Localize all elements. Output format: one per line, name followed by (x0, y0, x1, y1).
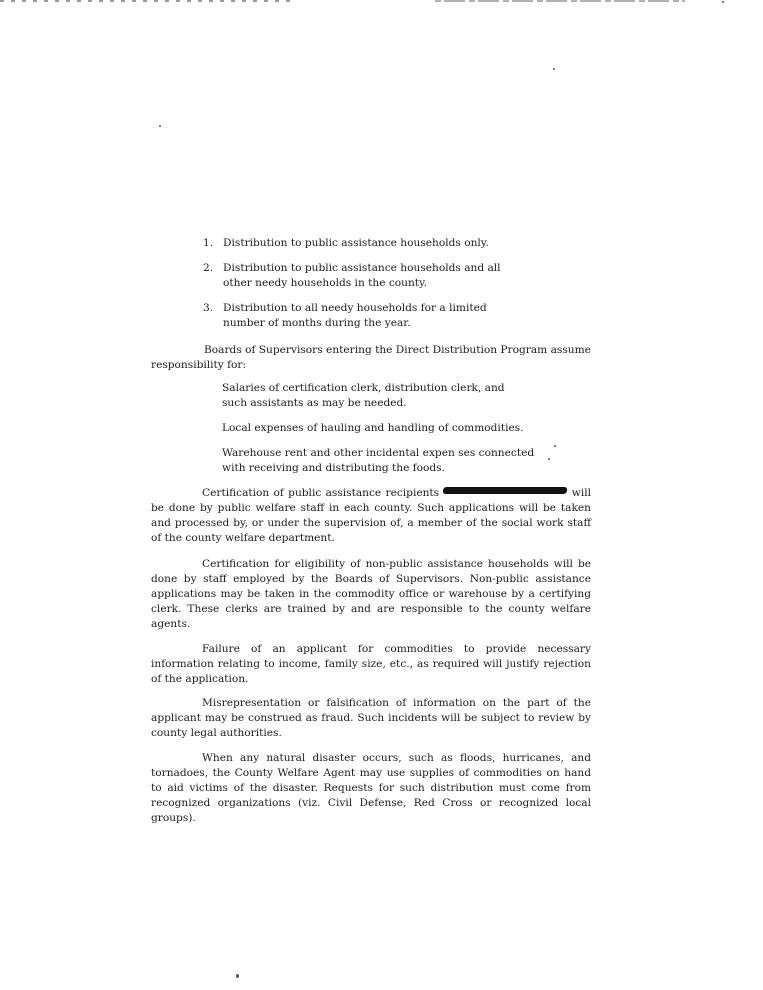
list-item (203, 261, 603, 291)
paragraph-rest: will be done by public welfare staff in each county. Such applications will be taken and processed by, or under the supervision of, a member of the social work staff of the county welfare department. (151, 487, 592, 544)
scan-speck (554, 445, 556, 447)
list-item-number: 2. (203, 262, 214, 274)
certification-public-assistance-paragraph (151, 486, 591, 546)
scan-speck (236, 974, 239, 978)
list-item (203, 236, 603, 251)
redaction-mark (443, 487, 568, 494)
failure-paragraph: Failure of an applicant for commodities to provide necessary information relating to income, family size, etc., as required will justify rejection of the application. (151, 643, 591, 685)
scan-speck (722, 1, 724, 3)
scan-edge-artifact (0, 0, 290, 2)
list-item: Salaries of certification clerk, distribution clerk, and such assistants as may be needed. (222, 382, 505, 409)
responsibility-list (222, 381, 552, 486)
list-item: Local expenses of hauling and handling of commodities. (222, 422, 524, 434)
disaster-paragraph: When any natural disaster occurs, such as floods, hurricanes, and tornadoes, the County Welfare Agent may use supplies of commodities on hand to aid victims of the disaster. Requests for such distribution must come from recognized organizations (viz. Civil Defense, Red Cross or recognized local groups). (151, 752, 591, 824)
list-item-number: 1. (203, 237, 214, 249)
list-item: Warehouse rent and other incidental expen ses connected with receiving and distributing the foods. (222, 447, 535, 474)
list-item-text: Distribution to all needy households for a limited number of months during the year. (223, 302, 487, 329)
certification-non-public-paragraph: Certification for eligibility of non-public assistance households will be done by staff employed by the Boards of Supervisors. Non-public assistance applications may be taken in the commodity office or warehouse by a certifying clerk. These clerks are trained by and are responsible to the county welfare agents. (151, 558, 591, 630)
list-item-text: Distribution to public assistance households only. (223, 237, 489, 249)
scan-edge-artifact (435, 0, 685, 2)
misrepresentation-paragraph: Misrepresentation or falsification of information on the part of the applicant may be construed as fraud. Such incidents will be subject to review by county legal authorities. (151, 697, 591, 739)
list-item (203, 301, 603, 331)
scan-speck (159, 125, 161, 127)
list-item-text: Distribution to public assistance households and all other needy households in the county. (223, 262, 501, 289)
boards-responsibility-paragraph: Boards of Supervisors entering the Direct Distribution Program assume responsibility for: (151, 344, 591, 371)
list-item-number: 3. (203, 302, 214, 314)
distribution-options-list (203, 236, 603, 341)
scan-speck (553, 68, 555, 70)
paragraph-lead: Certification of public assistance recipients (202, 487, 440, 499)
